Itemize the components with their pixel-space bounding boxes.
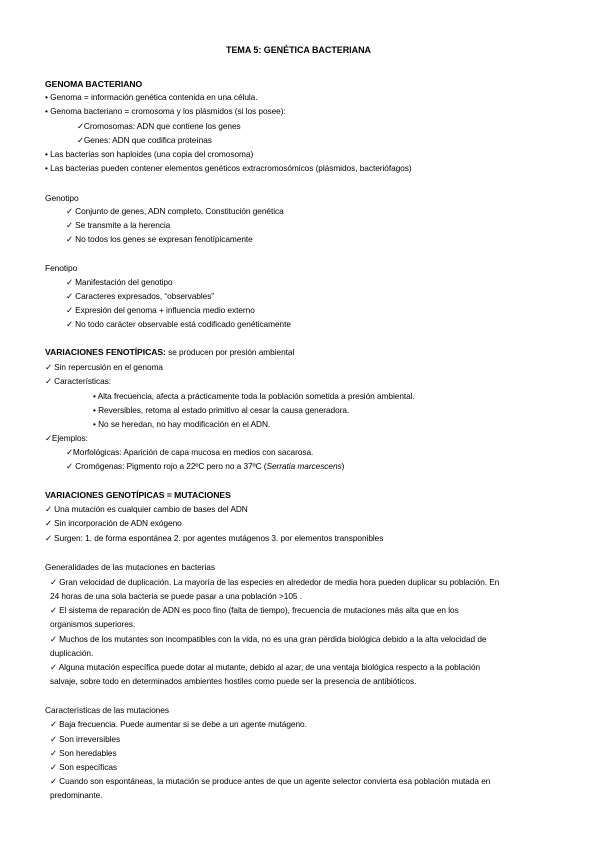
caracteristicas-item: ✓ Son específicas xyxy=(50,762,117,772)
var-fen-example-2-close: ) xyxy=(341,461,345,471)
caracteristicas-item: ✓ Baja frecuencia. Puede aumentar si se debe a un agente mutágeno. xyxy=(50,719,307,729)
generalidades-p1-line2: 24 horas de una sola bacteria se puede pasar a una población >105 . xyxy=(50,591,302,601)
var-gen-item: ✓ Sin incorporación de ADN exógeno xyxy=(45,518,182,528)
caracteristicas-p5-line1: ✓ Cuando son espontáneas, la mutación se produce antes de que un agente selector convierta esa población mutada en xyxy=(50,776,491,786)
genoma-bullet-3: • Las bacterias son haploides (una copia del cromosoma) xyxy=(45,149,254,159)
var-fen-sub-3: • No se heredan, no hay modificación en el ADN. xyxy=(93,419,271,429)
fenotipo-item: ✓ Expresión del genoma + influencia medio externo xyxy=(66,305,255,315)
genoma-bullet-4: • Las bacterias pueden contener elementos genéticos extracromosómicos (plásmidos, bacteriófagos) xyxy=(45,163,412,173)
generalidades-p4-line1: ✓ Alguna mutación específica puede dotar al mutante, debido al azar, de una ventaja biológica respecto a la población xyxy=(50,662,481,672)
variaciones-fenotipicas-heading-line xyxy=(45,347,294,358)
generalidades-p4-line2: salvaje, sobre todo en determinados ambientes hostiles como puede ser la presencia de antibióticos. xyxy=(50,676,417,686)
species-name: Serratia marcescens xyxy=(266,461,342,471)
heading-fenotipo: Fenotipo xyxy=(45,263,78,273)
var-fen-line-1: ✓ Sin repercusión en el genoma xyxy=(45,362,163,372)
var-fen-line-2: ✓ Características: xyxy=(45,376,111,386)
caracteristicas-item: ✓ Son irreversibles xyxy=(50,734,121,744)
caracteristicas-item: ✓ Son heredables xyxy=(50,748,117,758)
generalidades-p2-line1: ✓ El sistema de reparación de ADN es poco fino (falta de tiempo), frecuencia de mutaciones más alta que en los xyxy=(50,605,459,615)
var-gen-item: ✓ Una mutación es cualquier cambio de bases del ADN xyxy=(45,504,248,514)
generalidades-p2-line2: organismos superiores. xyxy=(50,619,136,629)
var-fen-ejemplos: ✓Ejemplos: xyxy=(45,433,88,443)
fenotipo-item: ✓ Manifestación del genotipo xyxy=(66,277,173,287)
genoma-bullet-1: • Genoma = información genética contenida en una célula. xyxy=(45,92,258,102)
fenotipo-item: ✓ No todo carácter observable está codificado genéticamente xyxy=(66,319,291,329)
var-fen-sub-1: • Alta frecuencia, afecta a prácticamente toda la población sometida a presión ambiental. xyxy=(93,391,415,401)
document-title: TEMA 5: GENÉTICA BACTERIANA xyxy=(226,45,371,55)
var-fen-example-1: ✓Morfológicas: Aparición de capa mucosa en medios con sacarosa. xyxy=(66,447,314,457)
generalidades-p3-line1: ✓ Muchos de los mutantes son incompatibles con la vida, no es una gran pérdida biológica debido a la alta velocidad de xyxy=(50,634,487,644)
generalidades-p3-line2: duplicación. xyxy=(50,648,94,658)
heading-genoma: GENOMA BACTERIANO xyxy=(45,79,143,89)
genotipo-item: ✓ Se transmite a la herencia xyxy=(66,220,171,230)
genoma-check-2: ✓Genes: ADN que codifica proteínas xyxy=(77,135,212,145)
genoma-check-1: ✓Cromosomas: ADN que contiene los genes xyxy=(77,121,241,131)
heading-variaciones-genotipicas: VARIACIONES GENOTÍPICAS = MUTACIONES xyxy=(45,490,231,500)
var-gen-item: ✓ Surgen: 1. de forma espontánea 2. por agentes mutágenos 3. por elementos transponibles xyxy=(45,533,384,543)
heading-generalidades: Generalidades de las mutaciones en bacterias xyxy=(45,562,216,572)
heading-variaciones-fenotipicas-rest: se producen por presión ambiental xyxy=(165,347,295,357)
var-fen-example-2-text: ✓ Cromógenas: Pigmento rojo a 22ºC pero no a 37ºC ( xyxy=(66,461,267,471)
heading-genotipo: Genotipo xyxy=(45,193,79,203)
heading-caracteristicas: Características de las mutaciones xyxy=(45,705,170,715)
genoma-bullet-2: • Genoma bacteriano = cromosoma y los plásmidos (si los posee): xyxy=(45,106,286,116)
var-fen-sub-2: • Reversibles, retoma al estado primitivo al cesar la causa generadora. xyxy=(93,405,350,415)
generalidades-p1-line1: ✓ Gran velocidad de duplicación. La mayoría de las especies en alrededor de media hora pueden duplicar su población. En xyxy=(50,577,500,587)
heading-variaciones-fenotipicas: VARIACIONES FENOTÍPICAS: xyxy=(45,347,166,357)
genotipo-item: ✓ No todos los genes se expresan fenotípicamente xyxy=(66,234,253,244)
caracteristicas-p5-line2: predominante. xyxy=(50,790,103,800)
genotipo-item: ✓ Conjunto de genes, ADN completo. Constitución genética xyxy=(66,206,284,216)
fenotipo-item: ✓ Caracteres expresados, “observables” xyxy=(66,291,215,301)
var-fen-example-2 xyxy=(66,461,344,472)
